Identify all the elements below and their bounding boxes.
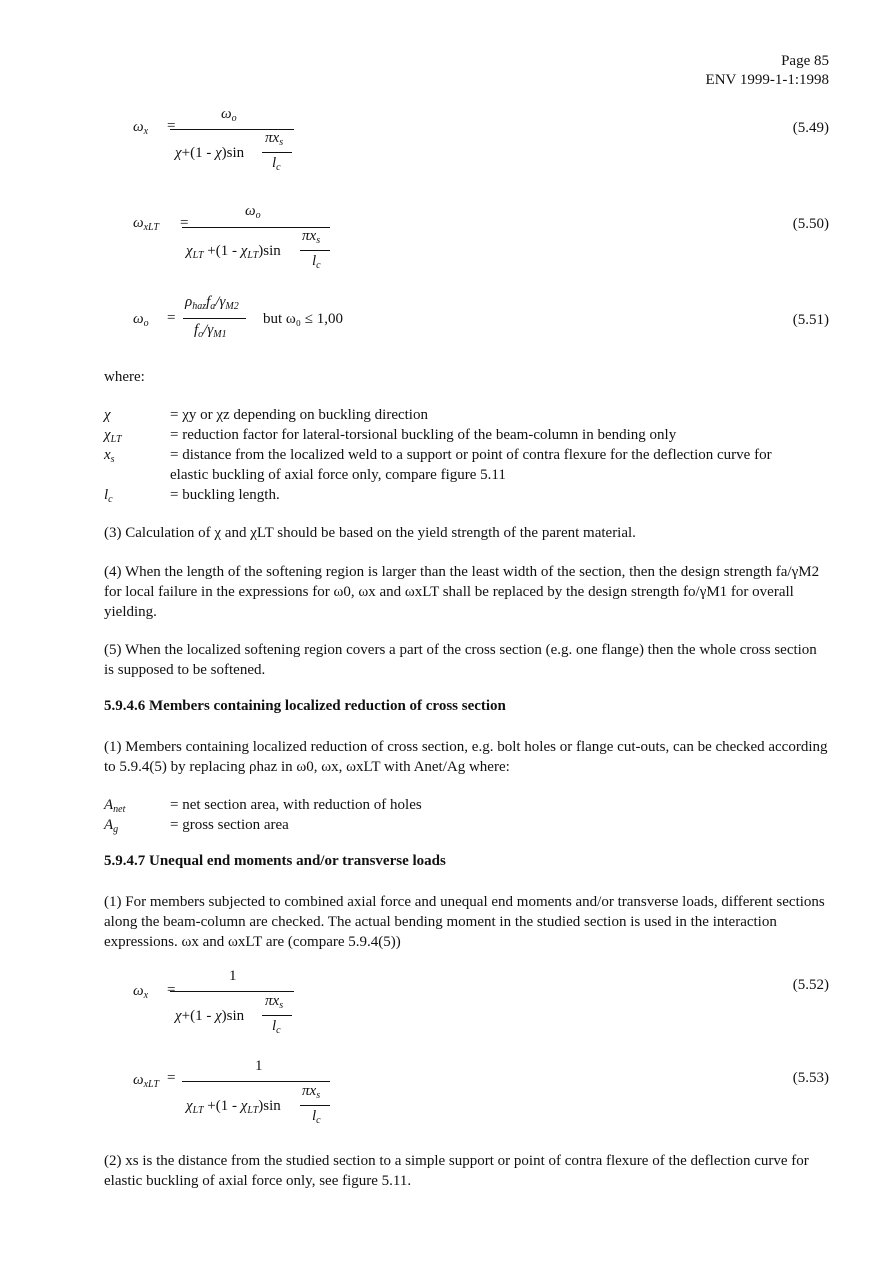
page-header — [706, 52, 829, 90]
paragraph-3: (3) Calculation of χ and χLT should be based on the yield strength of the parent material. — [104, 525, 636, 541]
paragraph-5: (5) When the localized softening region covers a part of the cross section (e.g. one flange) then the whole cross section is supposed to be softened. — [104, 642, 817, 678]
equation-number: (5.50) — [792, 216, 829, 232]
document-page: Page 85 ENV 1999-1-1:1998 $\omega_x$ = $\omega_o$ χ+(1 - χ)sin $\pi x_s$ $l_c$ (5.49) $\omega_{xLT}$ = $\omega_o$ $\chi_{LT} +(1 - \chi_{LT})\sin$ $\pi x_s$ $l_c$ (5.50) $\omega_o$ = $\rho_{haz}f_a/\gamma_{M2}$ $f_o/\gamma_{M1}$ but ω₀ ≤ 1,00 (5.51) where: χ = χy or χz depending on buckling direction $\chi_{LT}$ = reduction factor for lateral-torsional buckling of the beam-column in bending only $x_s$ = distance from the localized weld to a support or point of contra flexure for the deflection curve for elastic buckling of axial force only, compare figure 5.11 $l_c$ = buckling length. (3) Calculation of χ and χLT should be based on the yield strength of the parent material. (4) When the length of the softening region is larger than the least width of the section, then the design strength fa/γM2 for local failure in the expressions for ω0, ωx and ωxLT shall be replaced by the design strength fo/γM1 for overall yielding. (5) When the localized softening region covers a part of the cross section (e.g. one flange) then the whole cross section is supposed to be softened. 5.9.4.6 Members containing localized reduction of cross section (1) Members containing localized reduction of cross section, e.g. bolt holes or flange cut-outs, can be checked according to 5.9.4(5) by replacing ρhaz in ω0, ωx, ωxLT with Anet/Ag where: $A_{net}$ = net section area, with reduction of holes $A_g$ = gross section area 5.9.4.7 Unequal end moments and/or transverse loads (1) For members subjected to combined axial force and unequal end moments and/or transverse loads, different sections along the beam-column are checked. The actual bending moment in the studied section is used in the interaction expressions. ωx and ωxLT are (compare 5.9.4(5)) $\omega_x$ = 1 χ+(1 - χ)sin $\pi x_s$ $l_c$ (5.52) $\omega_{xLT}$ = 1 $\chi_{LT} +(1 - \chi_{LT})\sin$ $\pi x_s$ $l_c$ (5.53) (2) xs is the distance from the studied section to a simple support or point of contra flexure of the deflection curve for elastic buckling of axial force only, see figure 5.11. — [104, 53, 829, 1189]
document-id: ENV 1999-1-1:1998 — [705, 72, 829, 88]
where-label: where: — [104, 369, 145, 385]
section-heading: 5.9.4.6 Members containing localized reduction of cross section — [104, 698, 506, 714]
equation-condition: but ω₀ ≤ 1,00 — [263, 311, 344, 327]
equation-number: (5.52) — [792, 977, 829, 993]
section-paragraph: (2) xs is the distance from the studied section to a simple support or point of contra flexure of the deflection curve for elastic buckling of axial force only, see figure 5.11. — [104, 1153, 809, 1189]
equation-number: (5.51) — [792, 312, 829, 328]
section-paragraph: (1) Members containing localized reduction of cross section, e.g. bolt holes or flange cut-outs, can be checked according to 5.9.4(5) by replacing ρhaz in ω0, ωx, ωxLT with Anet/Ag where: — [104, 739, 828, 775]
equation-number: (5.49) — [792, 120, 829, 136]
section-heading: 5.9.4.7 Unequal end moments and/or transverse loads — [104, 853, 446, 869]
equation-number: (5.53) — [792, 1070, 829, 1086]
page-number: Page 85 — [781, 53, 829, 69]
paragraph-4: (4) When the length of the softening region is larger than the least width of the section, then the design strength fa/γM2 for local failure in the expressions for ω0, ωx and ωxLT shall be replaced by the design strength fo/γM1 for overall yielding. — [104, 564, 820, 620]
section-paragraph: (1) For members subjected to combined axial force and unequal end moments and/or transverse loads, different sections along the beam-column are checked. The actual bending moment in the studied section is used in the interaction expressions. ωx and ωxLT are (compare 5.9.4(5)) — [104, 894, 825, 950]
